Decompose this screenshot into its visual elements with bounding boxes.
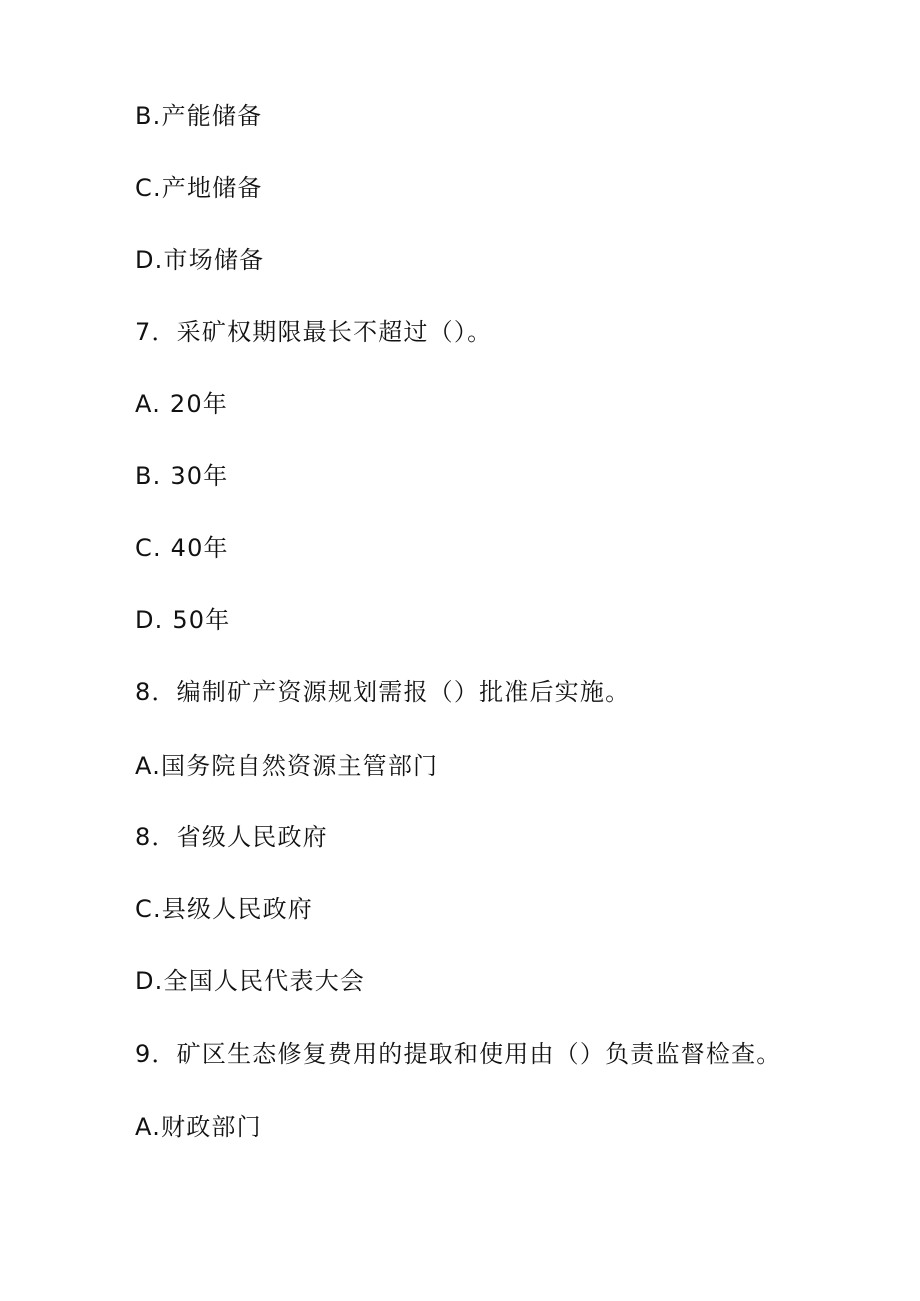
question-8-option-c: C.县级人民政府 (135, 895, 313, 923)
question-7-option-c: C. 40年 (135, 534, 229, 562)
question-8-option-a: A.国务院自然资源主管部门 (135, 752, 439, 780)
question-8-option-d: D.全国人民代表大会 (135, 967, 366, 995)
question-8-option-b: 8．省级人民政府 (135, 823, 328, 851)
question-7-option-a: A. 20年 (135, 390, 228, 418)
question-7: 7．采矿权期限最长不超过（）。 (135, 318, 493, 346)
question-8: 8．编制矿产资源规划需报（）批准后实施。 (135, 678, 631, 706)
question-9-option-a: A.财政部门 (135, 1113, 262, 1141)
option-d-market-reserve: D.市场储备 (135, 246, 265, 274)
question-7-option-d: D. 50年 (135, 606, 231, 634)
option-c-production-site-reserve: C.产地储备 (135, 174, 263, 202)
option-b-capacity-reserve: B.产能储备 (135, 102, 263, 130)
question-9: 9．矿区生态修复费用的提取和使用由（）负责监督检查。 (135, 1040, 782, 1068)
question-7-option-b: B. 30年 (135, 462, 229, 490)
